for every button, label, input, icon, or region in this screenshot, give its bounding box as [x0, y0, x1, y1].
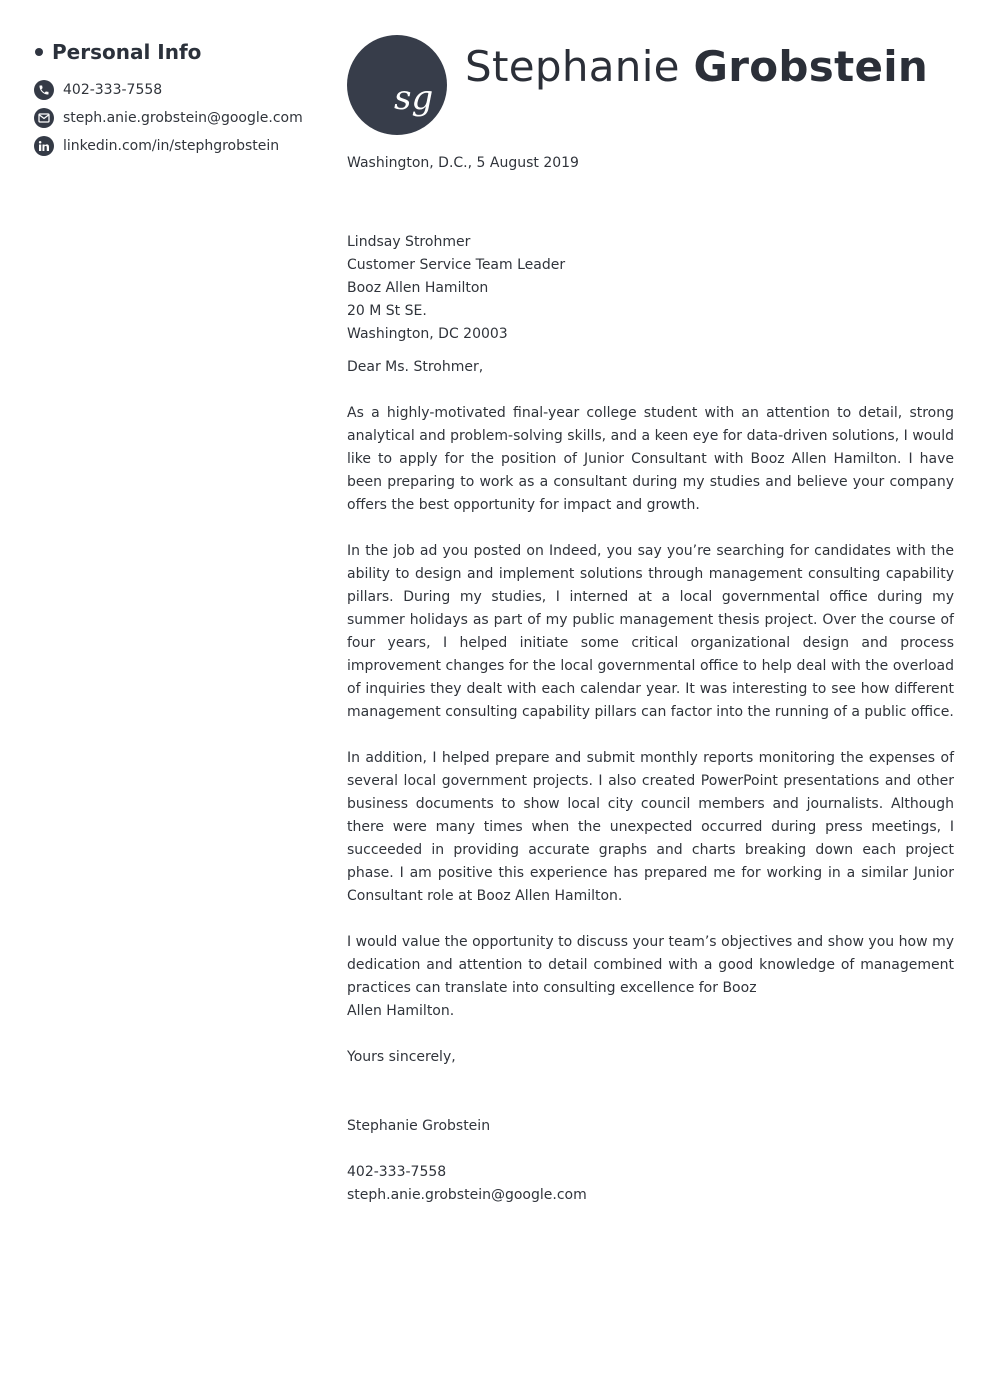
body-paragraph: In addition, I helped prepare and submit monthly reports monitoring the expenses of several local government projects. I also created PowerPoint presentations and other business documents to show local city council members and journalists. Although there were many times when the unexpected occurred during press meetings, I succeeded in providing accurate graphs and charts breaking down each project phase. I am positive this experience has prepared me for working in a similar Junior Consultant role at Booz Allen Hamilton. — [347, 750, 954, 904]
contact-linkedin — [34, 132, 324, 160]
monogram-avatar — [347, 35, 447, 135]
contact-email — [34, 104, 324, 132]
personal-info-heading — [34, 38, 324, 66]
body-paragraph: I would value the opportunity to discuss your team’s objectives and show you how my dedication and attention to detail combined with a good knowledge of management practices can translate into consulting excellence for Booz — [347, 934, 954, 996]
signature-email[interactable]: steph.anie.grobstein@google.com — [347, 1187, 587, 1203]
recipient-name: Lindsay Strohmer — [347, 234, 471, 250]
phone-text: 402-333-7558 — [63, 82, 163, 98]
personal-info-heading-text: Personal Info — [52, 40, 202, 64]
recipient-company: Booz Allen Hamilton — [347, 280, 489, 296]
last-name: Grobstein — [693, 42, 929, 91]
linkedin-link[interactable]: linkedin.com/in/stephgrobstein — [63, 138, 280, 154]
email-icon — [34, 108, 54, 128]
sidebar — [34, 38, 324, 160]
recipient-block — [347, 231, 954, 346]
phone-icon — [34, 80, 54, 100]
email-link[interactable]: steph.anie.grobstein@google.com — [63, 110, 303, 126]
body-paragraph-continuation: Allen Hamilton. — [347, 1003, 455, 1019]
applicant-name — [465, 42, 928, 92]
closing: Yours sincerely, — [347, 1049, 456, 1065]
signature-name: Stephanie Grobstein — [347, 1118, 491, 1134]
bullet-icon — [35, 48, 43, 56]
salutation: Dear Ms. Strohmer, — [347, 359, 484, 375]
first-name: Stephanie — [465, 42, 680, 91]
recipient-street: 20 M St SE. — [347, 303, 427, 319]
linkedin-icon — [34, 136, 54, 156]
signature-phone: 402-333-7558 — [347, 1164, 447, 1180]
place-date: Washington, D.C., 5 August 2019 — [347, 155, 579, 171]
letter-main — [347, 35, 954, 1207]
recipient-city: Washington, DC 20003 — [347, 326, 508, 342]
recipient-title: Customer Service Team Leader — [347, 257, 566, 273]
contact-phone — [34, 76, 324, 104]
monogram-text: sg — [394, 78, 434, 118]
body-paragraph: In the job ad you posted on Indeed, you say you’re searching for candidates with the ability to design and implement solutions through management consulting capability pillars. During my studies, I interned at a local governmental office during my summer holidays as part of my public management thesis project. Over the course of four years, I helped initiate some critical organizational design and process improvement changes for the local governmental office to help deal with the overload of inquiries they dealt with each calendar year. It was interesting to see how different management consulting capability pillars can factor into the running of a public office. — [347, 543, 954, 720]
letter-header — [347, 35, 954, 135]
body-paragraph: As a highly-motivated final-year college student with an attention to detail, strong analytical and problem-solving skills, and a keen eye for data-driven solutions, I would like to apply for the position of Junior Consultant with Booz Allen Hamilton. I have been preparing to work as a consultant during my studies and believe your company offers the best opportunity for impact and growth. — [347, 405, 954, 513]
